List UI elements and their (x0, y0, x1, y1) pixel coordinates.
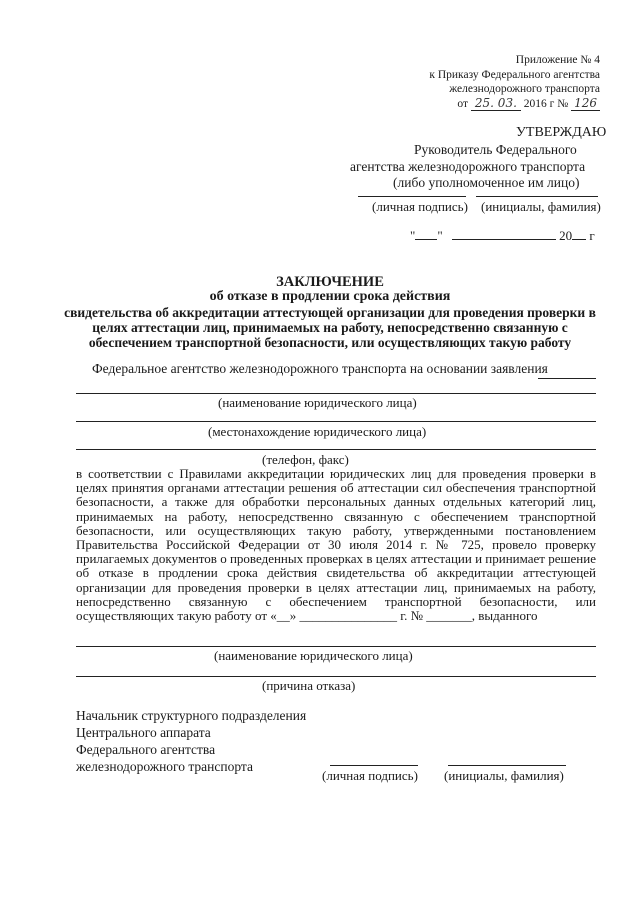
paragraph-line: принимаемых на работу, непосредственно связанную с обеспечением транспортной (76, 508, 596, 524)
footer-signature-line (330, 765, 418, 766)
order-year: 2016 г № (523, 98, 569, 110)
footer-line-3: Федерального агентства (76, 742, 216, 757)
document-subtitle-4: обеспечением транспортной безопасности, или осуществляющих такую работу (88, 335, 572, 350)
date-quote-close: " (437, 228, 443, 243)
issuer-name-caption: (наименование юридического лица) (214, 648, 413, 663)
order-from: от (457, 98, 469, 110)
paragraph-line: прилагаемых документов о проведенных проверках в целях аттестации и принимает решение (76, 551, 596, 567)
approval-signature-caption: (личная подпись) (372, 199, 468, 214)
document-subtitle-3: целях аттестации лиц, принимаемых на работу, непосредственно связанную с (92, 320, 568, 335)
date-quote-open: " (410, 228, 416, 243)
footer-line-4: железнодорожного транспорта (76, 759, 253, 774)
date-month-blank (452, 239, 556, 240)
footer-name-line (448, 765, 566, 766)
reason-line (76, 676, 596, 677)
footer-line-1: Начальник структурного подразделения (76, 708, 307, 723)
footer-signature-caption: (личная подпись) (322, 768, 418, 783)
entity-location-caption: (местонахождение юридического лица) (208, 424, 427, 439)
approval-name-caption: (инициалы, фамилия) (481, 199, 601, 214)
order-line-2: железнодорожного транспорта (449, 83, 600, 95)
document-subtitle-1: об отказе в продлении срока действия (209, 289, 451, 304)
main-paragraph (76, 467, 596, 623)
head-line-2: агентства железнодорожного транспорта (350, 159, 586, 174)
order-date-handwritten: 25. 03. (471, 96, 521, 111)
phone-caption: (телефон, факс) (262, 452, 349, 467)
paragraph-line: Правительства Российской Федерации от 30 июля 2014 г. № 725, провело проверку (76, 537, 596, 553)
approval-date (410, 228, 595, 244)
reason-caption: (причина отказа) (262, 678, 356, 693)
paragraph-line: осуществляющих такую работу от «__» _______________ г. № _______, выданного (76, 608, 538, 624)
footer-name-caption: (инициалы, фамилия) (444, 768, 564, 783)
entity-location-line (76, 421, 596, 422)
paragraph-line: безопасности, а также для обработки персональных данных отдельных категорий лиц, (76, 494, 596, 510)
date-suffix: г (589, 228, 595, 243)
date-year-blank (572, 239, 586, 240)
document-subtitle-2: свидетельства об аккредитации аттестующей организации для проведения проверки в (64, 305, 596, 320)
approve-label: УТВЕРЖДАЮ (516, 125, 607, 140)
date-day-blank (415, 239, 437, 240)
paragraph-line: безопасности, или осуществляющих такую работу, утвержденными постановлением (76, 522, 596, 538)
date-year: 20 (559, 228, 573, 243)
order-date-line (457, 96, 600, 110)
intro-tail-line (538, 378, 596, 379)
paragraph-line: в соответствии с Правилами аккредитации юридических лиц для проведения проверки в (76, 466, 596, 481)
appendix-label: Приложение № 4 (515, 54, 600, 66)
paragraph-line: непосредственно связанную с обеспечением транспортной безопасности, или (76, 593, 596, 609)
paragraph-line: целях принятия органами аттестации решения об аттестации сил обеспечения транспортной (76, 480, 596, 496)
paragraph-line: организации для проведения проверки в целях аттестации лиц, принимаемых на работу, (76, 579, 596, 595)
order-line-1: к Приказу Федерального агентства (429, 69, 600, 81)
approval-signature-line (358, 196, 466, 197)
issuer-name-line (76, 646, 596, 647)
phone-line (76, 449, 596, 450)
head-line-1: Руководитель Федерального (414, 142, 577, 157)
approval-name-line (476, 196, 598, 197)
body-intro: Федеральное агентство железнодорожного транспорта на основании заявления (92, 361, 548, 376)
paragraph-line: об отказе в продлении срока действия свидетельства об аккредитации аттестующей (76, 565, 596, 581)
entity-name-caption: (наименование юридического лица) (218, 395, 417, 410)
order-number-handwritten: 126 (571, 96, 600, 111)
footer-line-2: Центрального аппарата (76, 725, 211, 740)
entity-name-line (76, 393, 596, 394)
head-line-3: (либо уполномоченное им лицо) (393, 175, 580, 190)
document-title: ЗАКЛЮЧЕНИЕ (276, 274, 384, 290)
